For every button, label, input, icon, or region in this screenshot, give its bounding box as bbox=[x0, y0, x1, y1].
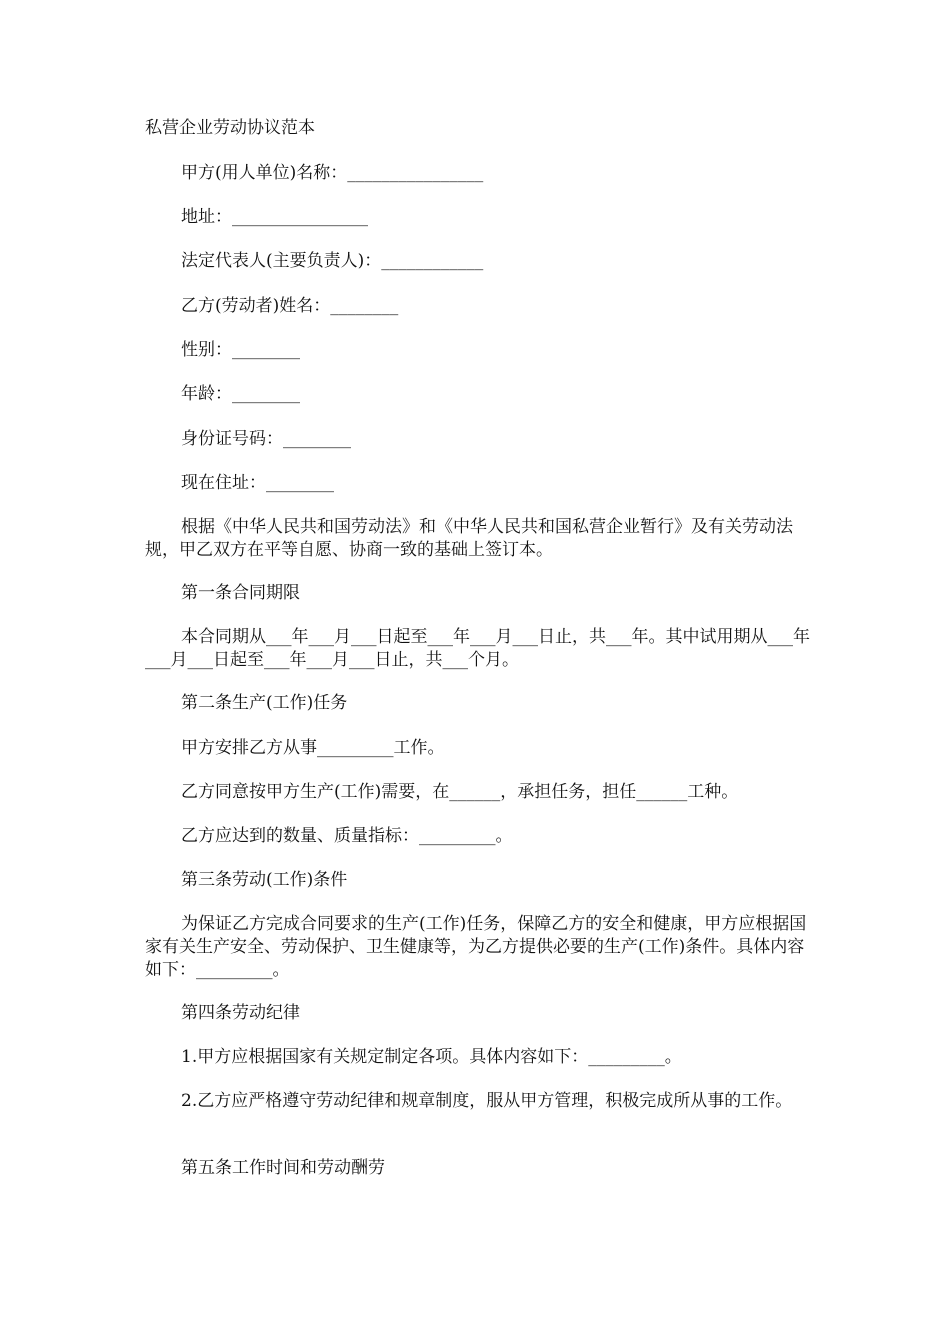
id-number-field: 身份证号码：________ bbox=[181, 429, 351, 449]
contract-term-paragraph: 本合同期从___年___月___日起至___年___月___日止，共___年。其中试用期从___年___月___日起至___年___月___日止，共___个月。 bbox=[145, 627, 810, 670]
quality-targets-paragraph: 乙方应达到的数量、质量指标：_________。 bbox=[181, 826, 513, 846]
employee-name-field: 乙方(劳动者)姓名：________ bbox=[181, 296, 399, 316]
work-assignment-paragraph: 甲方安排乙方从事_________工作。 bbox=[181, 738, 445, 758]
article-4-heading: 第四条劳动纪律 bbox=[181, 1003, 300, 1023]
gender-field: 性别：________ bbox=[181, 340, 300, 360]
employer-name-field: 甲方(用人单位)名称：________________ bbox=[181, 163, 484, 183]
article-3-heading: 第三条劳动(工作)条件 bbox=[181, 870, 348, 890]
age-field: 年龄：________ bbox=[181, 384, 300, 404]
document-title: 私营企业劳动协议范本 bbox=[145, 118, 315, 138]
article-5-heading: 第五条工作时间和劳动酬劳 bbox=[181, 1158, 385, 1178]
employer-address-field: 地址：________________ bbox=[181, 207, 368, 227]
work-consent-paragraph: 乙方同意按甲方生产(工作)需要，在______，承担任务，担任______工种。 bbox=[181, 782, 739, 802]
working-conditions-paragraph: 为保证乙方完成合同要求的生产(工作)任务，保障乙方的安全和健康，甲方应根据国家有关生产安全、劳动保护、卫生健康等，为乙方提供必要的生产(工作)条件。具体内容如下：_________。 bbox=[145, 914, 807, 980]
discipline-item-1: 1.甲方应根据国家有关规定制定各项。具体内容如下：_________。 bbox=[181, 1047, 682, 1067]
preamble-paragraph: 根据《中华人民共和国劳动法》和《中华人民共和国私营企业暂行》及有关劳动法规，甲乙双方在平等自愿、协商一致的基础上签订本。 bbox=[145, 517, 793, 560]
legal-representative-field: 法定代表人(主要负责人)：____________ bbox=[181, 251, 484, 271]
discipline-item-2: 2.乙方应严格遵守劳动纪律和规章制度，服从甲方管理，积极完成所从事的工作。 bbox=[181, 1091, 793, 1111]
article-2-heading: 第二条生产(工作)任务 bbox=[181, 693, 348, 713]
article-1-heading: 第一条合同期限 bbox=[181, 583, 300, 603]
current-address-field: 现在住址：________ bbox=[181, 473, 334, 493]
